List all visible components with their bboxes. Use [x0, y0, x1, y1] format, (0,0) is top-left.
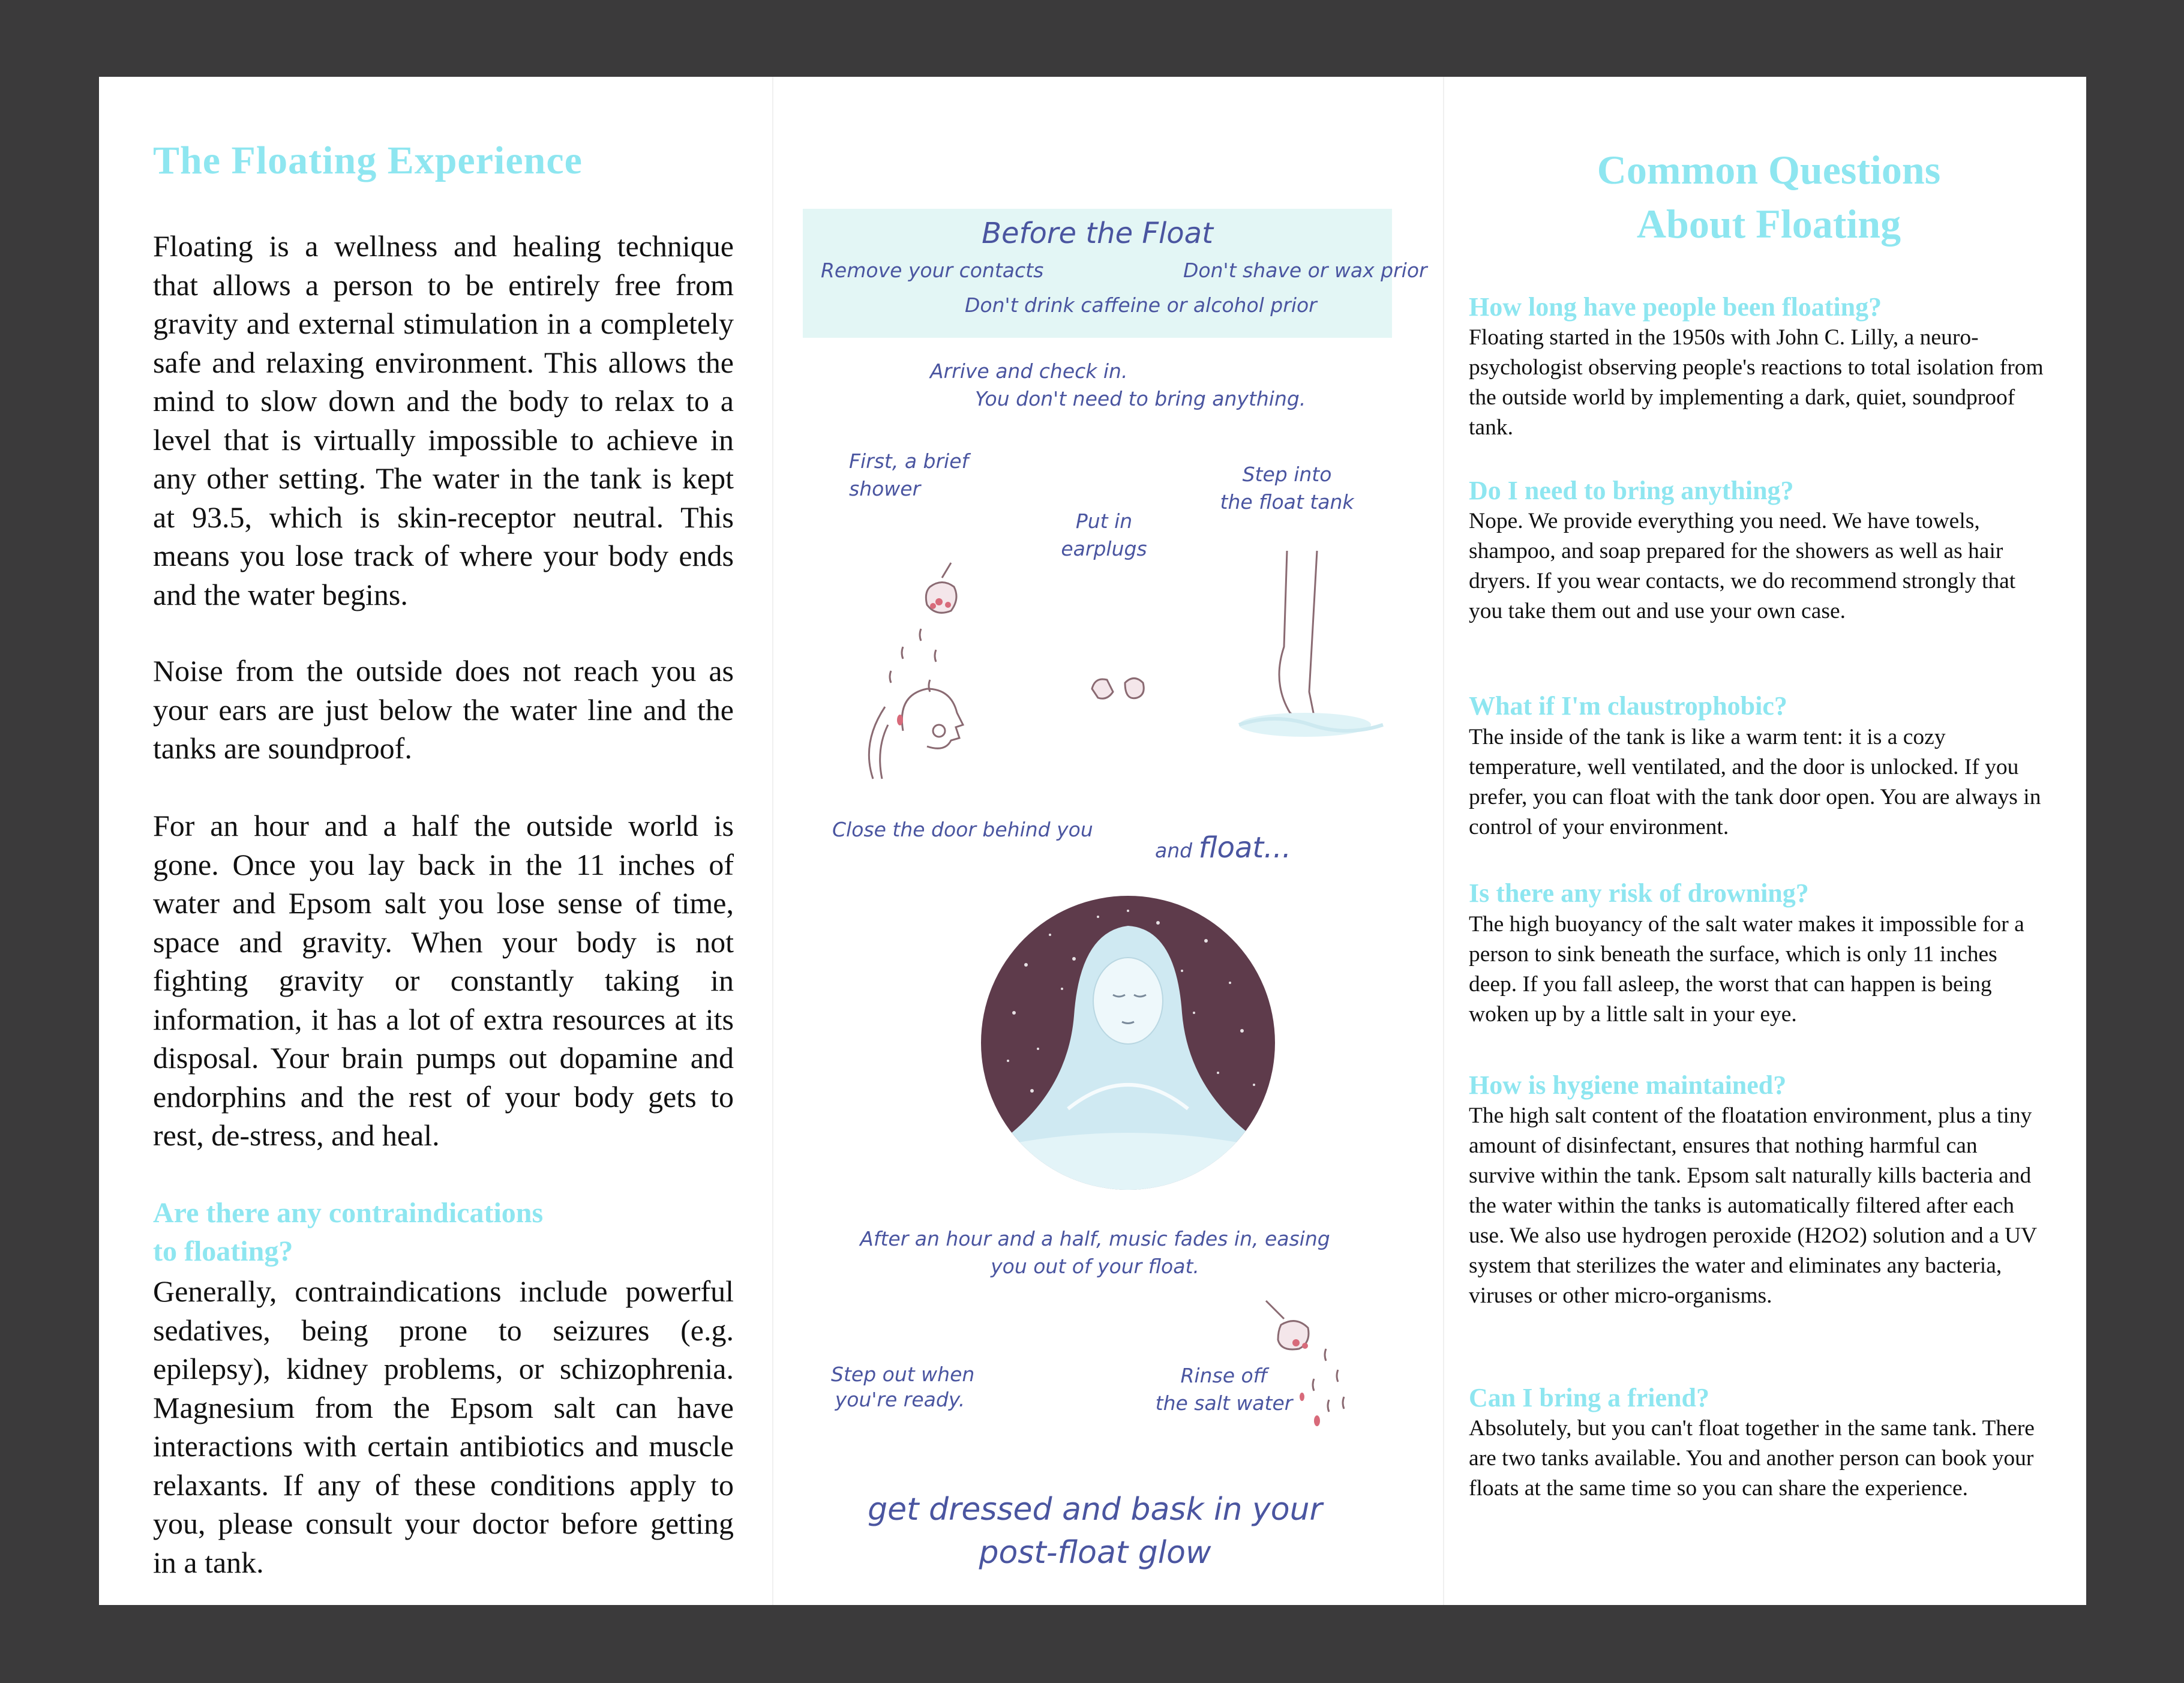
paragraph-text: Floating is a wellness and healing technique that allows a person to be entirely free from gravity and external stimulation in a completely safe and relaxing environment. This allows the mind to slow down and the body to relax to a level that is virtually impossible to achieve in any other setting. The water in the tank is kept at 93.5, which is skin-receptor neutral. This means you lose track of where your body ends and the water begins. — [153, 229, 734, 611]
close-door-text: Close the door behind you — [832, 818, 1093, 841]
paragraph-text: For an hour and a half the outside world is gone. Once you lay back in the 11 inches of water and Epsom salt you lose sense of time, space and gravity. When your body is not fighting gravity or constantly taking in information, it has a lot of extra resources at its disposal. Your brain pumps out dopamine and endorphins and the rest of your body gets to rest, de-stress, and heal. — [153, 809, 734, 1152]
before-float-box — [803, 209, 1427, 338]
section-title: The Floating Experience — [153, 139, 583, 182]
arrive-text-2: You don't need to bring anything. — [975, 387, 1306, 410]
faq-question: Is there any risk of drowning? — [1469, 878, 1809, 908]
middle-panel — [795, 77, 1427, 1605]
experience-paragraph — [153, 806, 734, 1155]
paragraph-text: Generally, contraindications include powerful sedatives, being prone to seizures (e.g. epilepsy), kidney problems, or schizophrenia. Magnesium from the Epsom salt can have interactions with certain antibiotics and muscle relaxants. If any of these conditions apply to you, please consult your doctor before getting in a tank. — [153, 1274, 734, 1579]
step-out-label-2: you're ready. — [835, 1388, 965, 1411]
faq-question: How is hygiene maintained? — [1469, 1070, 1787, 1100]
faq-answer: Absolutely, but you can't float together in the same tank. There are two tanks available. You and another person can book your floats at the same time so you can share the experience. — [1469, 1416, 2035, 1501]
title-line: About Floating — [1636, 201, 1901, 247]
tip-no-caffeine: Don't drink caffeine or alcohol prior — [965, 293, 1317, 317]
shower-label: First, a brief — [849, 449, 969, 473]
and-word: and — [1155, 839, 1199, 862]
faq-answer: The high salt content of the floatation environment, plus a tiny amount of disinfectant, ensures that nothing harmful can survive within the tank. Epsom salt naturally kills bacteria and the water within the tanks is automatically filtered after each use. We also use hydrogen peroxide (H2O2) solution and a UV system that sterilizes the water and eliminates any bacteria, viruses or other micro-organisms. — [1469, 1103, 2037, 1308]
after-hour-text: After an hour and a half, music fades in, easing — [860, 1227, 1330, 1250]
earplugs-label-2: earplugs — [1061, 537, 1147, 560]
fold-line — [772, 77, 773, 1605]
faq-answer: Floating started in the 1950s with John C. Lilly, a neuro-psychologist observing people's reactions to total isolation from the outside world by implementing a dark, quiet, soundproof tank. — [1469, 325, 2044, 440]
faq-question: Can I bring a friend? — [1469, 1383, 1709, 1412]
shower-label-2: shower — [849, 477, 921, 500]
title-line: Common Questions — [1597, 147, 1941, 193]
arrive-text: Arrive and check in. — [930, 359, 1128, 383]
float-word: float... — [1198, 831, 1291, 865]
glow-line-1: get dressed and bask in your — [868, 1492, 1322, 1528]
tip-remove-contacts: Remove your contacts — [821, 259, 1044, 282]
step-into-tank-illustration — [1227, 539, 1395, 767]
fold-line — [1443, 77, 1444, 1605]
and-float-text — [1155, 831, 1291, 865]
faq-answer: The high buoyancy of the salt water makes it impossible for a person to sink beneath the surface, which is only 11 inches deep. If you fall asleep, the worst that can happen is being woken up by a little salt in your eye. — [1469, 912, 2024, 1027]
step-into-label-2: the float tank — [1220, 490, 1354, 514]
faq-answer: Nope. We provide everything you need. We have towels, shampoo, and soap prepared for the showers as well as hair dryers. If you wear contacts, we do recommend strongly that you take them out and use your own case. — [1469, 509, 2016, 623]
intro-paragraph — [153, 227, 734, 614]
tip-no-shave: Don't shave or wax prior — [1183, 259, 1427, 282]
before-float-title: Before the Float — [982, 217, 1213, 250]
earplugs-label: Put in — [1075, 509, 1133, 533]
right-panel — [1469, 77, 2069, 1605]
floating-person-illustration — [978, 893, 1278, 1193]
rinse-shower-illustration — [1242, 1295, 1374, 1445]
noise-paragraph — [153, 652, 734, 768]
heading-line: to floating? — [153, 1235, 293, 1267]
rinse-label-2: the salt water — [1155, 1391, 1293, 1415]
contraindications-heading — [153, 1194, 543, 1271]
earplugs-illustration — [1083, 665, 1155, 713]
faq-question: How long have people been floating? — [1469, 292, 1882, 322]
faq-answer: The inside of the tank is like a warm tent: it is a cozy temperature, well ventilated, and the door is unlocked. If you prefer, you can float with the tank door open. You are always in control of your environment. — [1469, 725, 2041, 839]
contraindications-paragraph — [153, 1272, 734, 1582]
brochure-sheet — [99, 77, 2086, 1605]
glow-line-2: post-float glow — [979, 1535, 1211, 1571]
heading-line: Are there any contraindications — [153, 1197, 544, 1229]
left-panel — [153, 77, 753, 1605]
after-hour-text-2: you out of your float. — [991, 1255, 1199, 1278]
shower-illustration — [831, 551, 1023, 791]
rinse-label: Rinse off — [1180, 1364, 1268, 1387]
faq-question: What if I'm claustrophobic? — [1469, 691, 1787, 721]
faq-question: Do I need to bring anything? — [1469, 476, 1794, 505]
step-into-label: Step into — [1242, 463, 1332, 486]
paragraph-text: Noise from the outside does not reach you as your ears are just below the water line and the tanks are soundproof. — [153, 654, 734, 765]
faq-title — [1469, 143, 2069, 251]
step-out-label: Step out when — [831, 1363, 975, 1386]
